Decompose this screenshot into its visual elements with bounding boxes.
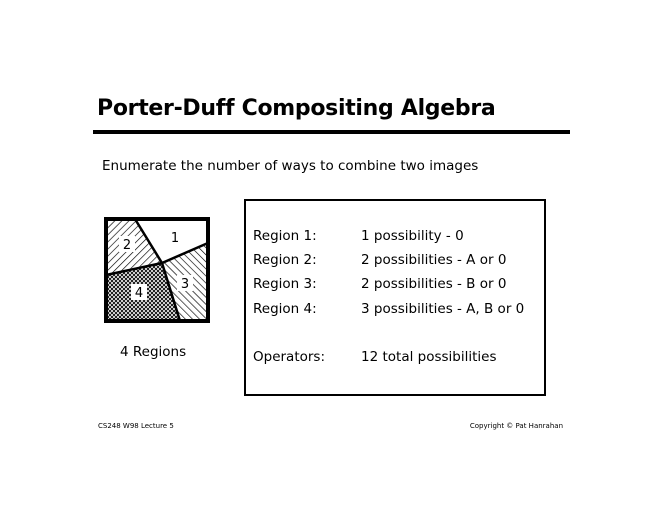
region-1-label: 1: [170, 231, 180, 246]
region-2-row-value: 2 possibilities - A or 0: [361, 252, 507, 268]
region-1-row-label: Region 1:: [253, 228, 317, 244]
operators-label: Operators:: [253, 349, 326, 365]
region-3-row-value: 2 possibilities - B or 0: [361, 276, 507, 292]
footer-left: CS248 W98 Lecture 5: [98, 422, 174, 430]
possibilities-table: [244, 199, 546, 396]
region-1-row-value: 1 possibility - 0: [361, 228, 464, 244]
region-4-row-label: Region 4:: [253, 301, 317, 317]
region-2-label: 2: [122, 238, 132, 253]
region-4-row-value: 3 possibilities - A, B or 0: [361, 301, 525, 317]
footer-right: Copyright © Pat Hanrahan: [469, 422, 563, 430]
region-3-label: 3: [180, 277, 190, 292]
region-4-label: 4: [134, 286, 144, 301]
region-3-row-label: Region 3:: [253, 276, 317, 292]
slide-title: Porter-Duff Compositing Algebra: [97, 96, 496, 121]
operators-value: 12 total possibilities: [361, 349, 497, 365]
title-rule: [93, 130, 570, 134]
regions-diagram: [104, 217, 210, 323]
regions-caption: 4 Regions: [120, 344, 187, 360]
slide-subtitle: Enumerate the number of ways to combine two images: [102, 158, 479, 174]
region-2-row-label: Region 2:: [253, 252, 317, 268]
